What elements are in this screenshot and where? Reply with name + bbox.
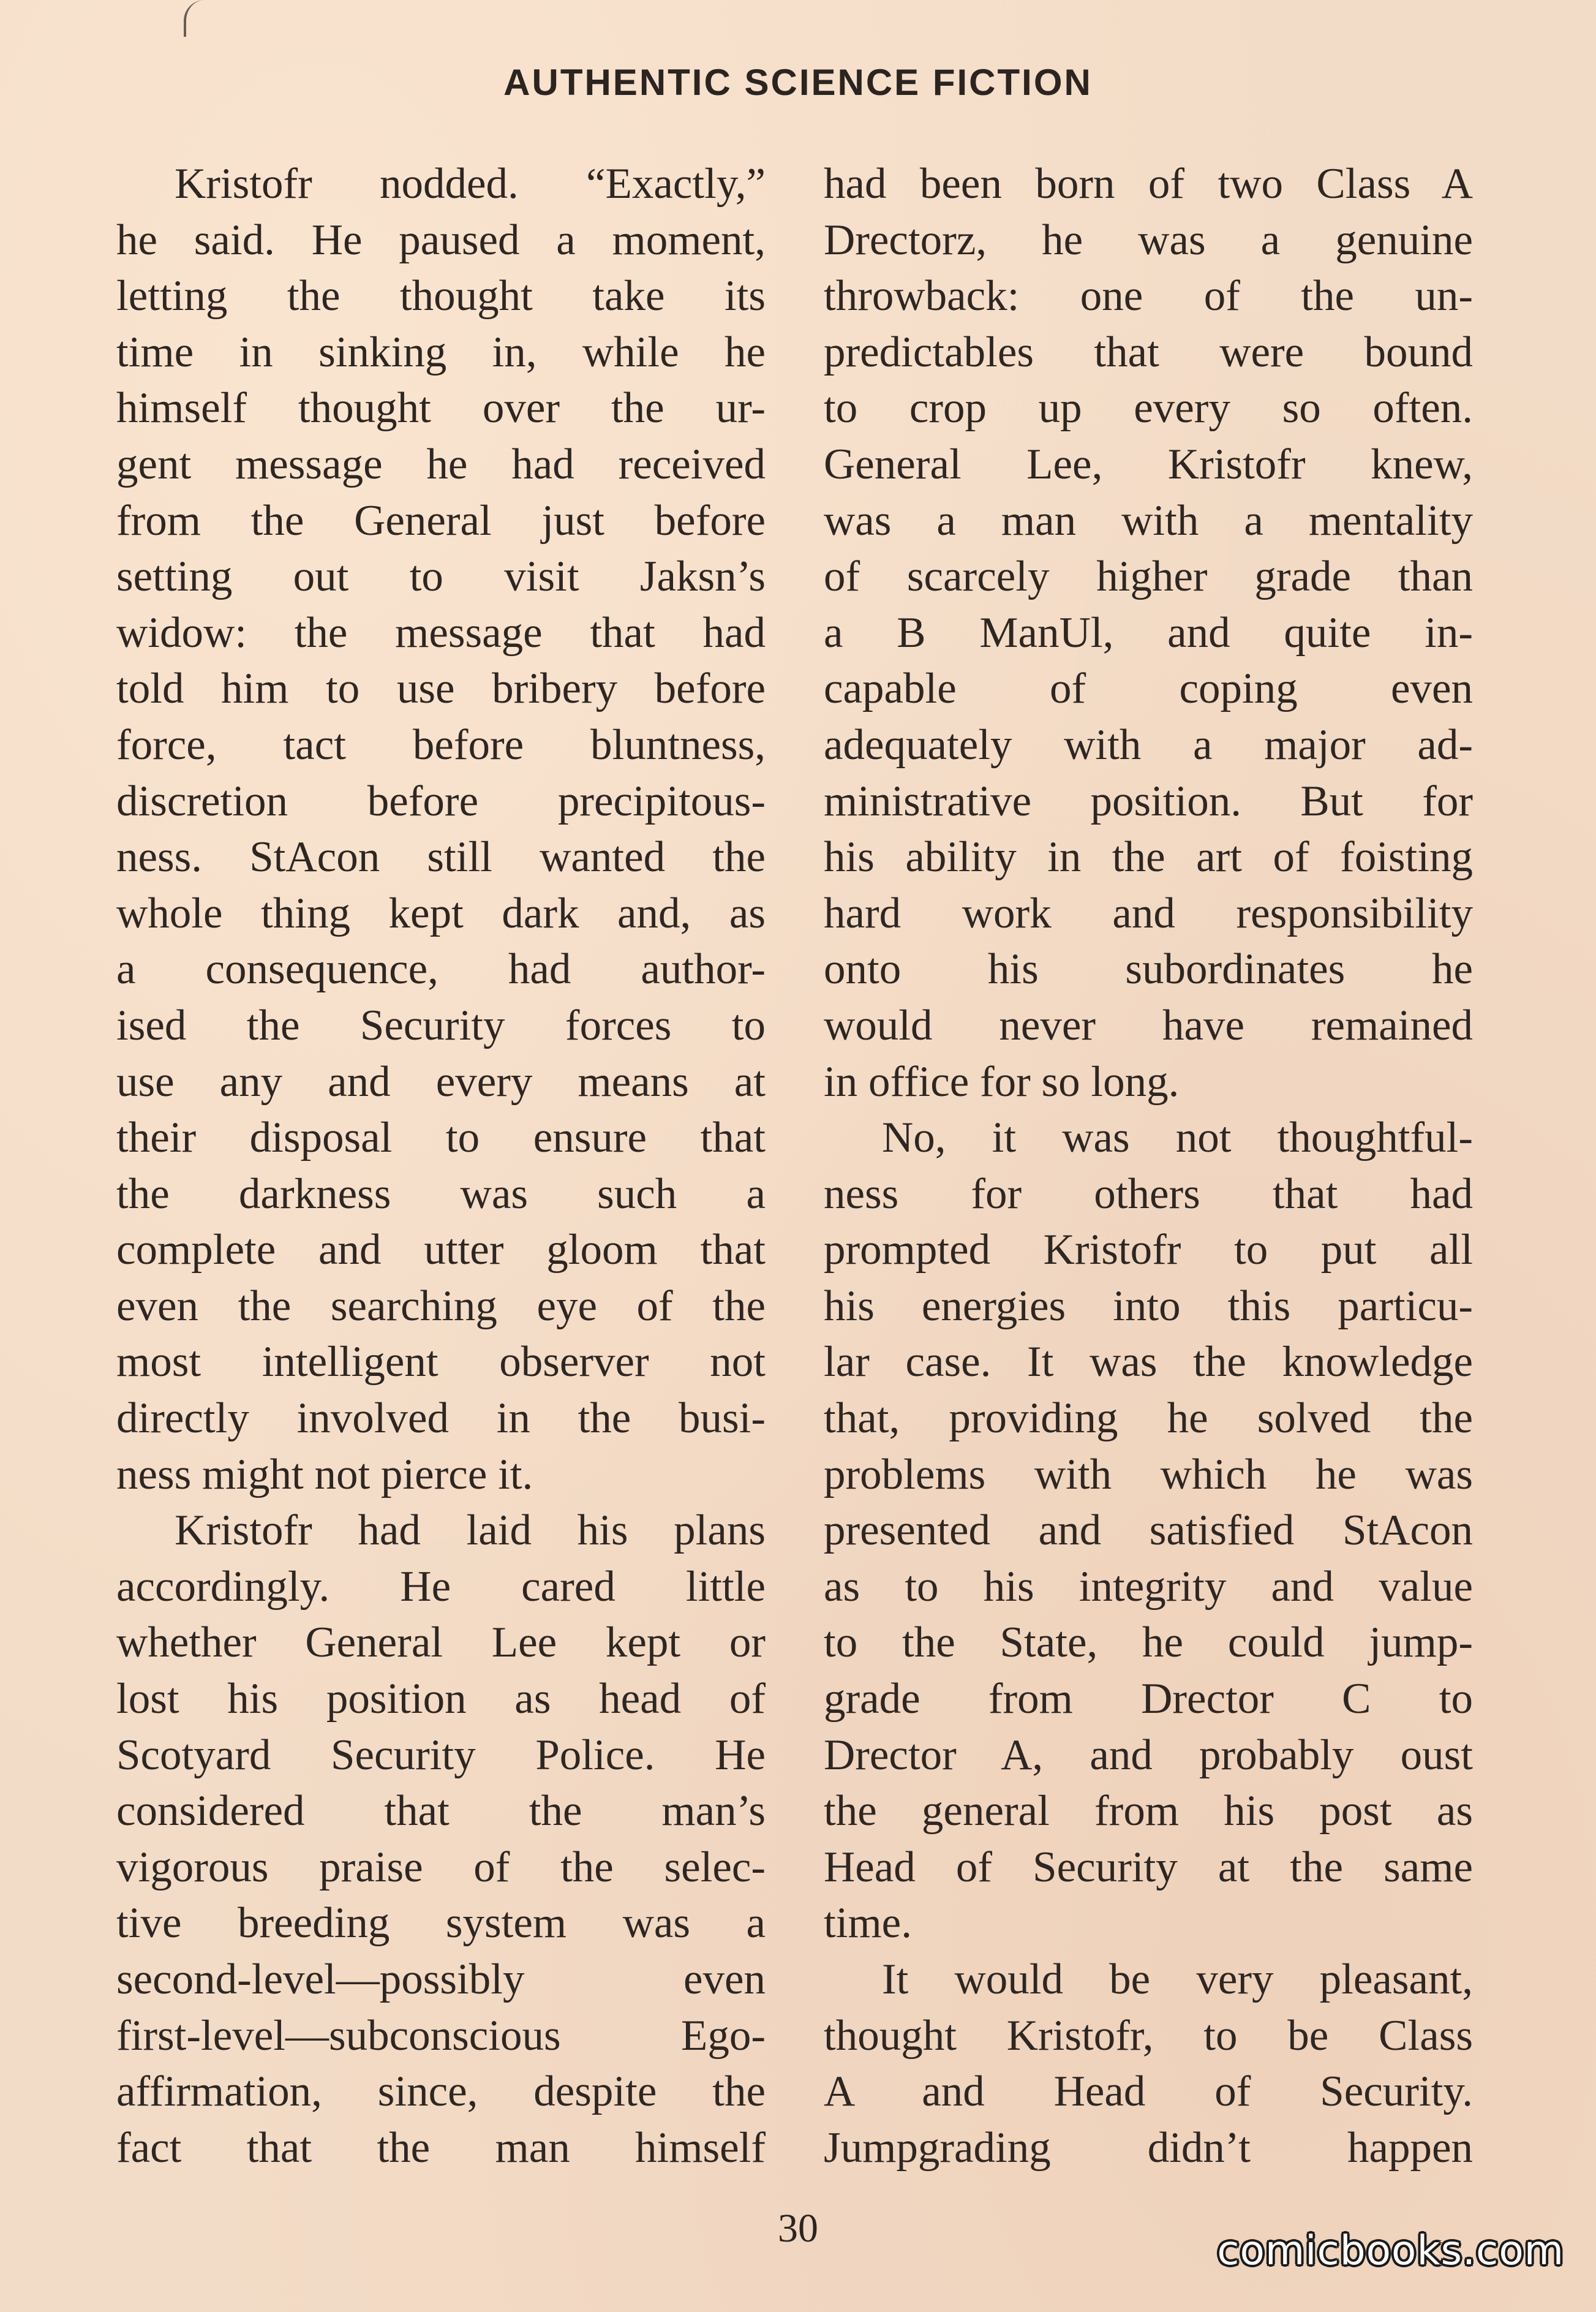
text-line: from the General just before <box>116 496 766 545</box>
running-head: AUTHENTIC SCIENCE FICTION <box>503 62 1093 103</box>
text-line: was a man with a mentality <box>824 496 1473 545</box>
text-line: had been born of two Class A <box>824 160 1473 208</box>
text-line: vigorous praise of the selec- <box>116 1843 766 1891</box>
text-line: told him to use bribery before <box>116 665 766 713</box>
text-line: use any and every means at <box>116 1057 766 1106</box>
text-line: he said. He paused a moment, <box>116 216 766 264</box>
text-line: presented and satisfied StAcon <box>824 1506 1473 1555</box>
text-line: Head of Security at the same <box>824 1843 1473 1891</box>
corner-ink-mark <box>184 0 205 37</box>
text-line: fact that the man himself <box>116 2123 766 2172</box>
text-line: the general from his post as <box>824 1787 1473 1835</box>
text-line: as to his integrity and value <box>824 1562 1473 1611</box>
text-line: considered that the man’s <box>116 1787 766 1835</box>
text-line: of scarcely higher grade than <box>824 553 1473 601</box>
text-line: It would be very pleasant, <box>882 1955 1473 2003</box>
text-line: himself thought over the ur- <box>116 384 766 433</box>
text-line: directly involved in the busi- <box>116 1394 766 1443</box>
text-line: whole thing kept dark and, as <box>116 889 766 937</box>
text-line: ministrative position. But for <box>824 777 1473 825</box>
text-line: ness. StAcon still wanted the <box>116 833 766 882</box>
text-line: discretion before precipitous- <box>116 777 766 825</box>
text-line: lost his position as head of <box>116 1675 766 1723</box>
text-line: Drector A, and probably oust <box>824 1731 1473 1779</box>
text-line: a consequence, had author- <box>116 945 766 994</box>
text-line: hard work and responsibility <box>824 889 1473 937</box>
watermark-logo: comicbooks.com <box>1217 2227 1564 2274</box>
text-line: ised the Security forces to <box>116 1001 766 1049</box>
text-line: that, providing he solved the <box>824 1394 1473 1443</box>
text-line: the darkness was such a <box>116 1169 766 1218</box>
text-line: his energies into this particu- <box>824 1282 1473 1330</box>
text-line: gent message he had received <box>116 440 766 488</box>
text-line: in office for so long. <box>824 1057 1180 1106</box>
text-line: Scotyard Security Police. He <box>116 1731 766 1779</box>
text-line: first-level—subconscious Ego- <box>116 2011 766 2060</box>
page-number: 30 <box>778 2206 818 2251</box>
text-column-left <box>116 156 766 2176</box>
text-line: tive breeding system was a <box>116 1899 766 1947</box>
text-line: to the State, he could jump- <box>824 1619 1473 1667</box>
text-line: most intelligent observer not <box>116 1338 766 1386</box>
text-line: whether General Lee kept or <box>116 1619 766 1667</box>
text-line: General Lee, Kristofr knew, <box>824 440 1473 488</box>
text-line: capable of coping even <box>824 665 1473 713</box>
text-line: lar case. It was the knowledge <box>824 1338 1473 1386</box>
text-line: No, it was not thoughtful- <box>882 1114 1473 1162</box>
text-line: onto his subordinates he <box>824 945 1473 994</box>
text-line: prompted Kristofr to put all <box>824 1226 1473 1274</box>
text-line: affirmation, since, despite the <box>116 2068 766 2116</box>
text-line: problems with which he was <box>824 1450 1473 1498</box>
text-line: Kristofr had laid his plans <box>175 1506 766 1555</box>
text-line: their disposal to ensure that <box>116 1114 766 1162</box>
text-line: adequately with a major ad- <box>824 720 1473 769</box>
text-line: a B ManUl, and quite in- <box>824 608 1473 657</box>
text-line: letting the thought take its <box>116 272 766 320</box>
text-line: force, tact before bluntness, <box>116 720 766 769</box>
text-line: throwback: one of the un- <box>824 272 1473 320</box>
text-line: widow: the message that had <box>116 608 766 657</box>
text-line: complete and utter gloom that <box>116 1226 766 1274</box>
text-line: Jumpgrading didn’t happen <box>824 2123 1473 2172</box>
text-line: ness for others that had <box>824 1169 1473 1218</box>
text-line: A and Head of Security. <box>824 2068 1473 2116</box>
text-line: predictables that were bound <box>824 328 1473 376</box>
text-line: time in sinking in, while he <box>116 328 766 376</box>
text-line: accordingly. He cared little <box>116 1562 766 1611</box>
text-line: would never have remained <box>824 1001 1473 1049</box>
text-line: ness might not pierce it. <box>116 1450 533 1498</box>
text-line: Kristofr nodded. “Exactly,” <box>175 160 766 208</box>
text-line: second-level—possibly even <box>116 1955 766 2003</box>
text-line: Drectorz, he was a genuine <box>824 216 1473 264</box>
text-line: thought Kristofr, to be Class <box>824 2011 1473 2060</box>
text-line: his ability in the art of foisting <box>824 833 1473 882</box>
text-line: grade from Drector C to <box>824 1675 1473 1723</box>
text-column-right <box>824 156 1473 2176</box>
text-line: time. <box>824 1899 912 1947</box>
text-line: setting out to visit Jaksn’s <box>116 553 766 601</box>
text-line: to crop up every so often. <box>824 384 1473 433</box>
text-line: even the searching eye of the <box>116 1282 766 1330</box>
